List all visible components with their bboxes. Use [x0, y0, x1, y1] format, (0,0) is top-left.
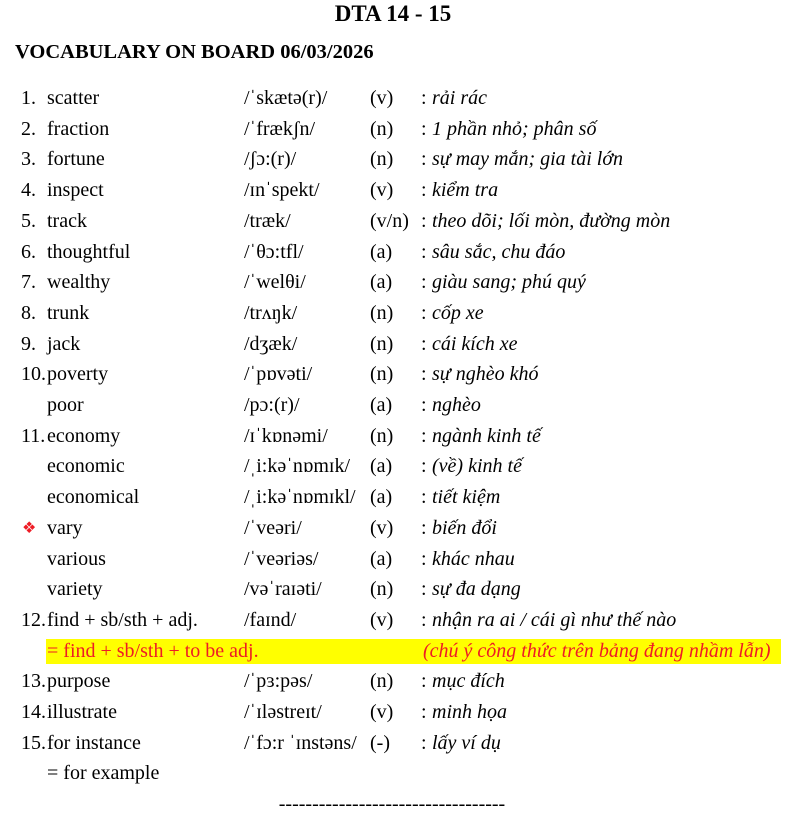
vietnamese-meaning: sự nghèo khó — [432, 363, 539, 386]
vocab-row — [0, 144, 794, 175]
colon-separator: : — [421, 87, 427, 109]
vietnamese-meaning: khác nhau — [432, 547, 515, 570]
vocab-row — [0, 513, 794, 544]
item-number: 10. — [21, 363, 46, 386]
colon-separator: : — [421, 363, 427, 386]
colon-separator: : — [421, 455, 427, 478]
pronunciation: /ˈθɔ:tfl/ — [244, 240, 304, 263]
footer-divider: ---------------------------------- — [278, 793, 506, 815]
pronunciation: /ˈfrækʃn/ — [244, 117, 316, 140]
colon-separator: : — [421, 301, 427, 324]
part-of-speech: (n) — [370, 363, 394, 386]
pronunciation: /ˈfɔ:r ˈɪnstəns/ — [244, 731, 357, 754]
vocab-row — [0, 666, 794, 697]
colon-separator: : — [421, 332, 427, 355]
vietnamese-meaning: theo dõi; lối mòn, đường mòn — [432, 209, 671, 232]
vocab-word: various — [47, 547, 106, 570]
item-number: 9. — [21, 332, 36, 355]
pronunciation: /ʃɔ:(r)/ — [244, 148, 297, 171]
vocab-row — [0, 697, 794, 728]
colon-separator: : — [421, 701, 427, 723]
part-of-speech: (n) — [370, 117, 394, 140]
item-number: 3. — [21, 148, 36, 171]
vocab-row — [0, 206, 794, 237]
pronunciation: /dʒæk/ — [244, 332, 298, 355]
vocab-row — [0, 83, 794, 114]
part-of-speech: (v) — [370, 179, 394, 202]
pronunciation: /vəˈraɪəti/ — [244, 578, 322, 601]
vocab-row — [0, 390, 794, 421]
vietnamese-meaning: rải rác — [432, 87, 487, 109]
item-number: 2. — [21, 117, 36, 140]
vocab-word: purpose — [47, 670, 111, 693]
colon-separator: : — [421, 117, 427, 140]
vocab-word: for instance — [47, 731, 141, 754]
vocab-row — [0, 574, 794, 605]
vocab-row — [0, 267, 794, 298]
colon-separator: : — [421, 731, 427, 754]
part-of-speech: (v) — [370, 608, 394, 631]
vocab-word: inspect — [47, 179, 104, 202]
correction-formula: = find + sb/sth + to be adj. — [47, 639, 259, 662]
part-of-speech: (n) — [370, 578, 394, 601]
vocab-word: trunk — [47, 301, 90, 324]
colon-separator: : — [421, 578, 427, 601]
colon-separator: : — [421, 486, 427, 509]
pronunciation: /ˈveəriəs/ — [244, 547, 319, 570]
correction-comment: (chú ý công thức trên bảng đang nhầm lẫn) — [423, 639, 771, 662]
colon-separator: : — [421, 547, 427, 570]
pronunciation: /ˈwelθi/ — [244, 271, 306, 294]
pronunciation: /ɪˈkɒnəmi/ — [244, 424, 328, 447]
vocab-word: find + sb/sth + adj. — [47, 608, 198, 631]
vocab-row — [0, 175, 794, 206]
vietnamese-meaning: sự đa dạng — [432, 578, 521, 601]
vocab-row — [0, 421, 794, 452]
vocab-word: illustrate — [47, 701, 117, 723]
vocab-row — [0, 329, 794, 360]
part-of-speech: (v/n) — [370, 209, 409, 232]
vocabulary-list — [0, 83, 794, 789]
vietnamese-meaning: lấy ví dụ — [432, 731, 501, 754]
part-of-speech: (a) — [370, 547, 393, 570]
pronunciation: /ɪnˈspekt/ — [244, 179, 320, 202]
vietnamese-meaning: 1 phần nhỏ; phân số — [432, 117, 597, 140]
part-of-speech: (v) — [370, 87, 394, 109]
colon-separator: : — [421, 209, 427, 232]
pronunciation: /pɔ:(r)/ — [244, 394, 300, 416]
pronunciation: /ˈpɒvəti/ — [244, 363, 313, 386]
pronunciation: /ˈveəri/ — [244, 516, 302, 539]
vocab-word: fortune — [47, 148, 105, 171]
part-of-speech: (v) — [370, 516, 394, 539]
vocab-word: poverty — [47, 363, 109, 386]
colon-separator: : — [421, 271, 427, 294]
pronunciation: /ˈskætə(r)/ — [244, 87, 328, 109]
part-of-speech: (n) — [370, 301, 394, 324]
part-of-speech: (n) — [370, 424, 394, 447]
colon-separator: : — [421, 179, 427, 202]
vocab-word: jack — [47, 332, 81, 355]
vocab-word: economical — [47, 486, 140, 509]
vocab-row — [0, 482, 794, 513]
part-of-speech: (v) — [370, 701, 394, 723]
vietnamese-meaning: cốp xe — [432, 301, 484, 324]
vocab-word: = for example — [47, 762, 160, 785]
vocab-row — [0, 114, 794, 145]
pronunciation: /ˌi:kəˈnɒmɪk/ — [244, 455, 350, 478]
part-of-speech: (a) — [370, 240, 393, 263]
correction-note-row — [0, 636, 794, 667]
vietnamese-meaning: giàu sang; phú quý — [432, 271, 586, 294]
vocab-word: poor — [47, 394, 84, 416]
diamond-bullet-icon: ❖ — [22, 517, 37, 537]
vocab-word: thoughtful — [47, 240, 131, 263]
item-number: 5. — [21, 209, 36, 232]
colon-separator: : — [421, 516, 427, 539]
vocab-word: scatter — [47, 87, 100, 109]
document-title: DTA 14 - 15 — [334, 1, 452, 26]
vocab-row — [0, 298, 794, 329]
item-number: 6. — [21, 240, 36, 263]
vietnamese-meaning: cái kích xe — [432, 332, 518, 355]
item-number: 11. — [21, 424, 46, 447]
vocab-word: wealthy — [47, 271, 111, 294]
vietnamese-meaning: (về) kinh tế — [432, 455, 522, 478]
item-number: 1. — [21, 87, 36, 109]
item-number: 14. — [21, 701, 46, 723]
colon-separator: : — [421, 670, 427, 693]
colon-separator: : — [421, 148, 427, 171]
colon-separator: : — [421, 424, 427, 447]
vocab-row — [0, 359, 794, 390]
part-of-speech: (-) — [370, 731, 390, 754]
pronunciation: /ˈɪləstreɪt/ — [244, 701, 322, 723]
part-of-speech: (a) — [370, 271, 393, 294]
vietnamese-meaning: minh họa — [432, 701, 507, 723]
vietnamese-meaning: tiết kiệm — [432, 486, 501, 509]
vietnamese-meaning: nhận ra ai / cái gì như thế nào — [432, 608, 677, 631]
item-number: 4. — [21, 179, 36, 202]
vocab-row — [0, 605, 794, 636]
part-of-speech: (n) — [370, 670, 394, 693]
vocab-word: vary — [47, 516, 83, 539]
colon-separator: : — [421, 394, 427, 416]
vietnamese-meaning: nghèo — [432, 394, 481, 416]
vocab-word: variety — [47, 578, 103, 601]
vocab-row — [0, 728, 794, 759]
item-number: 8. — [21, 301, 36, 324]
pronunciation: /faɪnd/ — [244, 608, 297, 631]
vocab-row — [0, 758, 794, 789]
vietnamese-meaning: sự may mắn; gia tài lớn — [432, 148, 624, 171]
pronunciation: /træk/ — [244, 209, 291, 232]
item-number: 13. — [21, 670, 46, 693]
vocab-row — [0, 451, 794, 482]
vietnamese-meaning: kiểm tra — [432, 179, 499, 202]
vocab-word: fraction — [47, 117, 110, 140]
part-of-speech: (a) — [370, 394, 393, 416]
vietnamese-meaning: biến đổi — [432, 516, 497, 539]
vocab-word: economy — [47, 424, 121, 447]
part-of-speech: (a) — [370, 455, 393, 478]
vocab-row — [0, 237, 794, 268]
pronunciation: /trʌŋk/ — [244, 301, 298, 324]
part-of-speech: (a) — [370, 486, 393, 509]
part-of-speech: (n) — [370, 332, 394, 355]
vocab-word: economic — [47, 455, 125, 478]
vietnamese-meaning: sâu sắc, chu đáo — [432, 240, 566, 263]
vocab-row — [0, 544, 794, 575]
section-heading: VOCABULARY ON BOARD 06/03/2026 — [15, 41, 374, 63]
colon-separator: : — [421, 608, 427, 631]
part-of-speech: (n) — [370, 148, 394, 171]
item-number: 7. — [21, 271, 36, 294]
pronunciation: /ˌi:kəˈnɒmɪkl/ — [244, 486, 356, 509]
colon-separator: : — [421, 240, 427, 263]
pronunciation: /ˈpɜ:pəs/ — [244, 670, 313, 693]
vocab-word: track — [47, 209, 87, 232]
vietnamese-meaning: mục đích — [432, 670, 505, 693]
item-number: 12. — [21, 608, 46, 631]
vietnamese-meaning: ngành kinh tế — [432, 424, 541, 447]
item-number: 15. — [21, 731, 46, 754]
